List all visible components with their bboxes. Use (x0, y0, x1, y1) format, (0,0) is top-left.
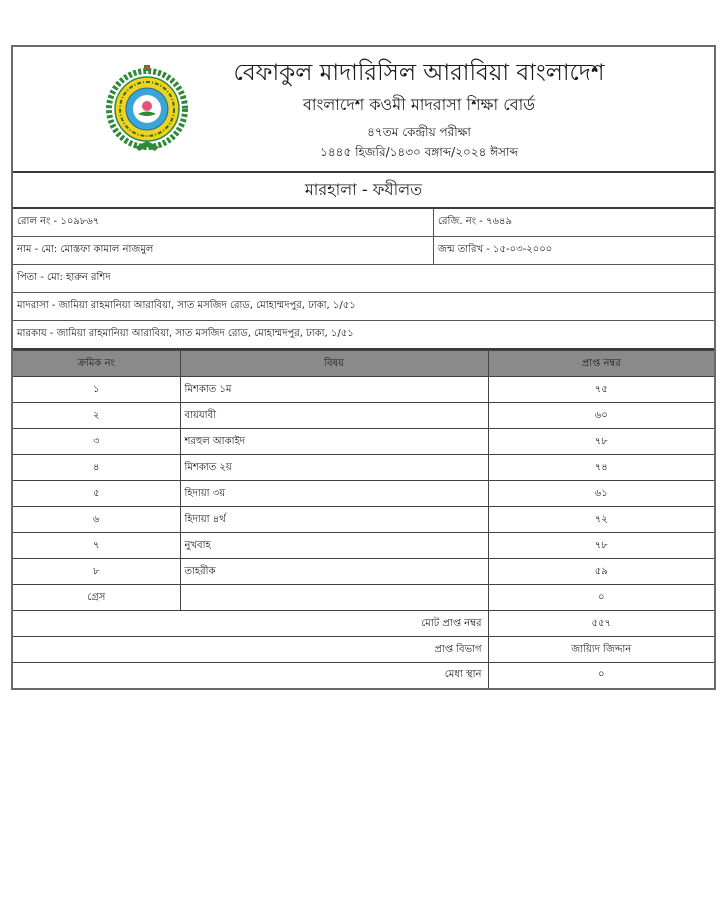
student-name: নাম - মো: মোস্তফা কামাল নাজমুল (13, 237, 434, 264)
marks-cell: ৭৮ (488, 429, 714, 455)
grace-label: গ্রেস (13, 585, 180, 611)
table-row (13, 377, 714, 403)
table-row (13, 559, 714, 585)
marks-cell: ৬০ (488, 403, 714, 429)
table-row (13, 533, 714, 559)
column-header-serial: ক্রমিক নং (13, 351, 180, 377)
marks-table (13, 350, 714, 690)
serial-cell: ১ (13, 377, 180, 403)
merit-position-row (13, 663, 714, 689)
table-row (13, 481, 714, 507)
serial-cell: ২ (13, 403, 180, 429)
division-value: জায়্যিদ জিদ্দান (488, 637, 714, 663)
column-header-marks: প্রাপ্ত নম্বর (488, 351, 714, 377)
table-row (13, 429, 714, 455)
subject-cell: হিদায়া ৪র্থ (180, 507, 488, 533)
serial-cell: ৪ (13, 455, 180, 481)
board-subtitle: বাংলাদেশ কওমী মাদরাসা শিক্ষা বোর্ড (302, 95, 536, 114)
board-emblem-icon (105, 63, 189, 155)
serial-cell: ৫ (13, 481, 180, 507)
grace-marks: ০ (488, 585, 714, 611)
marks-cell: ৫৯ (488, 559, 714, 585)
division-label: প্রাপ্ত বিভাগ (13, 637, 488, 663)
table-row (13, 403, 714, 429)
board-name: বেফাকুল মাদারিসিল আরাবিয়া বাংলাদেশ (233, 60, 605, 86)
marks-cell: ৭২ (488, 507, 714, 533)
result-header (13, 47, 714, 173)
info-row-roll (13, 209, 714, 237)
marks-cell: ৭৮ (488, 533, 714, 559)
total-marks-row (13, 611, 714, 637)
table-row (13, 455, 714, 481)
merit-position-label: মেধা স্থান (13, 663, 488, 689)
info-row-markaz (13, 321, 714, 350)
header-text-block (199, 57, 639, 161)
grace-subject-cell (180, 585, 488, 611)
marks-cell: ৭৫ (488, 377, 714, 403)
subject-cell: তাহরীক (180, 559, 488, 585)
subject-cell: শরহুল আকাইদ (180, 429, 488, 455)
total-marks-label: মোট প্রাপ্ত নম্বর (13, 611, 488, 637)
grace-row (13, 585, 714, 611)
info-row-name (13, 237, 714, 265)
date-of-birth: জন্ম তারিখ - ১৫-০৩-২০০০ (438, 244, 553, 255)
subject-cell: নুখবাহ (180, 533, 488, 559)
marks-cell: ৬১ (488, 481, 714, 507)
logo-container (105, 63, 189, 155)
subject-cell: মিশকাত ১ম (180, 377, 488, 403)
result-sheet (11, 45, 716, 690)
subject-cell: মিশকাত ২য় (180, 455, 488, 481)
subject-cell: বায়যাবী (180, 403, 488, 429)
table-row (13, 507, 714, 533)
exam-name: ৪৭তম কেন্দ্রীয় পরীক্ষা (367, 125, 471, 139)
subject-cell: হিদায়া ৩য় (180, 481, 488, 507)
info-row-father (13, 265, 714, 293)
marks-cell: ৭৪ (488, 455, 714, 481)
roll-number: রোল নং - ১০৯৮৬৭ (13, 209, 434, 236)
registration-number: রেজি. নং - ৭৬৪৯ (438, 216, 512, 227)
madrasa-name: মাদরাসা - জামিয়া রাহমানিয়া আরাবিয়া, সাত মসজিদ রোড, মোহাম্মদপুর, ঢাকা, ১/৫১ (17, 300, 356, 311)
merit-position-value: ০ (488, 663, 714, 689)
serial-cell: ৮ (13, 559, 180, 585)
info-row-madrasa (13, 293, 714, 321)
division-row (13, 637, 714, 663)
serial-cell: ৩ (13, 429, 180, 455)
total-marks-value: ৫৫৭ (488, 611, 714, 637)
father-name: পিতা - মো: হারুন রশিদ (17, 272, 111, 283)
serial-cell: ৭ (13, 533, 180, 559)
serial-cell: ৬ (13, 507, 180, 533)
markaz-name: মারকায - জামিয়া রাহমানিয়া আরাবিয়া, সাত মসজিদ রোড, মোহাম্মদপুর, ঢাকা, ১/৫১ (17, 328, 354, 339)
level-title: মারহালা - ফযীলত (13, 173, 714, 209)
exam-session: ১৪৪৫ হিজরি/১৪৩০ বঙ্গাব্দ/২০২৪ ঈসাব্দ (320, 145, 518, 159)
column-header-subject: বিষয় (180, 351, 488, 377)
marks-table-header (13, 351, 714, 377)
